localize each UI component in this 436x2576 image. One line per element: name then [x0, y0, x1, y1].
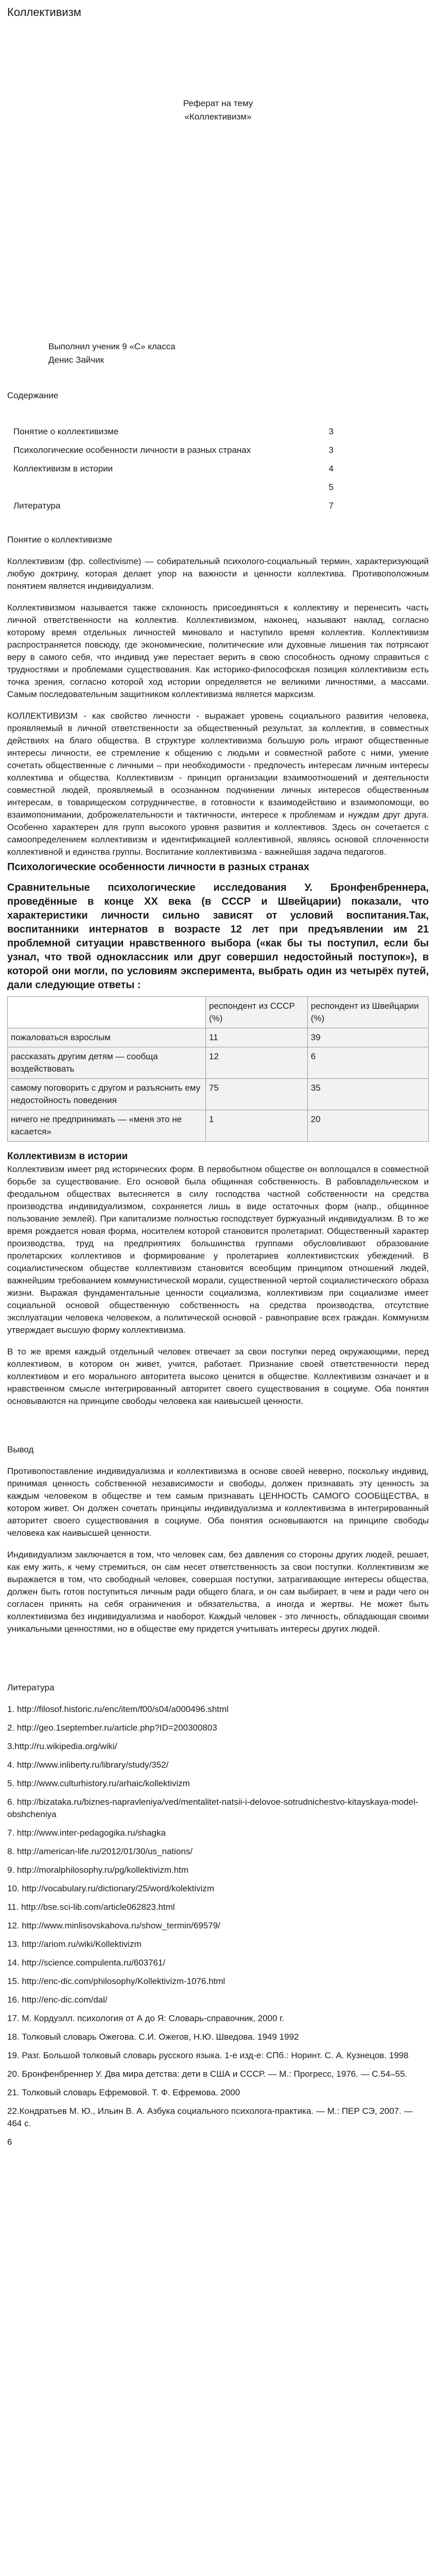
toc-page-number: 3 [328, 445, 334, 455]
section-gap3 [7, 874, 429, 881]
toc-page-number: 5 [328, 482, 334, 492]
literature-item[interactable]: 4. http://www.inliberty.ru/library/study/352/ [7, 1760, 169, 1770]
literature-item[interactable]: 6. http://bizataka.ru/biznes-napravleniya/ved/mentalitet-natsii-i-delovoe-sotrudnichestvo-kitayskaya-model-obshcheniya [7, 1797, 418, 1819]
toc-heading: Содержание [7, 391, 59, 400]
section-heading-history: Коллективизм в истории [7, 1151, 128, 1162]
literature-item[interactable]: 11. http://bse.sci-lib.com/article062823.html [7, 1902, 175, 1912]
survey-row [8, 1047, 429, 1079]
document-page [0, 5, 436, 2148]
literature-item: 19. Разг. Большой толковый словарь русского языка. 1-е изд-е: СПб.: Норинт. С. А. Кузнецов. 1998 [7, 2050, 409, 2060]
literature-item[interactable]: 5. http://www.culturhistory.ru/arhaic/kollektivizm [7, 1778, 190, 1788]
literature-item[interactable]: 8. http://american-life.ru/2012/01/30/us_nations/ [7, 1846, 193, 1856]
toc-row[interactable] [11, 478, 336, 497]
literature-item[interactable]: 2. http://geo.1september.ru/article.php?ID=200300803 [7, 1723, 217, 1733]
toc-page-number: 4 [328, 464, 334, 473]
survey-header-cell: респондент из Швейцарии (%) [307, 997, 428, 1028]
literature-item: 20. Бронфенбреннер У. Два мира детства: дети в США и СССР. — М.: Прогресс, 1976. — С.54–55. [7, 2069, 408, 2079]
research-lead-paragraph: Сравнительные психологические исследования У. Бронфенбреннера, проведённые в конце XX века (в СССР и Швейцарии) показали, что характеристики личности сильно зависят от условий воспитания.Так, воспитанники интернатов в возрасте 12 лет при предъявлении им 21 проблемной ситуации нравственного выбора («как бы ты поступил, если бы узнал, что твой одноклассник или друг совершил недостойный поступок»), в которой они могли, по условиям эксперимента, выбрать один из четырёх путей, дали следующие ответы : [7, 882, 429, 991]
literature-item[interactable]: 16. http://enc-dic.com/dal/ [7, 1995, 108, 2005]
survey-percent-cell: 12 [206, 1047, 308, 1079]
toc-label: Понятие о коллективизме [13, 427, 119, 436]
cover-gap [7, 124, 429, 340]
survey-percent-cell: 35 [307, 1079, 428, 1110]
survey-percent-cell: 20 [307, 1110, 428, 1142]
literature-item[interactable]: 13. http://ariom.ru/wiki/Kollektivizm [7, 1939, 142, 1949]
section-heading-conclusion: Вывод [7, 1445, 34, 1454]
literature-item: 18. Толковый словарь Ожегова. С.И. Ожегов, Н.Ю. Шведова. 1949 1992 [7, 2032, 299, 2042]
literature-item[interactable]: 14. http://science.compulenta.ru/603761/ [7, 1958, 166, 1968]
toc-gap2 [7, 402, 429, 412]
literature-item[interactable]: 9. http://moralphilosophy.ru/pg/kollektivizm.htm [7, 1865, 189, 1875]
section-gap5 [7, 1635, 429, 1682]
toc-row[interactable] [11, 422, 336, 441]
literature-item: 21. Толковый словарь Ефремовой. Т. Ф. Ефремова. 2000 [7, 2088, 240, 2097]
literature-item[interactable]: 12. http://www.minlisovskahova.ru/show_termin/69579/ [7, 1921, 220, 1930]
survey-row [8, 1110, 429, 1142]
section-heading-literature: Литература [7, 1683, 55, 1692]
toc-label: Коллективизм в истории [13, 464, 113, 473]
toc-page-number: 3 [328, 427, 334, 436]
survey-header-row [8, 997, 429, 1028]
survey-answer-cell: пожаловаться взрослым [8, 1028, 206, 1047]
survey-header-cell: респондент из СССР (%) [206, 997, 308, 1028]
survey-percent-cell: 11 [206, 1028, 308, 1047]
literature-item[interactable]: 10. http://vocabulary.ru/dictionary/25/word/kolektivizm [7, 1884, 215, 1893]
paragraph: Коллективизм имеет ряд исторических форм. В первобытном обществе он воплощался в совместной борьбе за существование. Его основой была общинная собственность. В рабовладельческом и феодальном обществах вытесняется в силу господства частной собственности на средства производства индивидуализмом, сохраняется лишь в виде остаточных форм (напр., общинное пользование землей). При капитализме полностью господствует буржуазный индивидуализм. В то же время рождается новая форма, носителем которой становится пролетариат. Общественный характер производства, труд на предприятиях большинства группами обусловливают образование пролетарских коллективов и формирование у пролетариев коллективистских убеждений. В социалистическом обществе коллективизм становится всеобщим принципом отношений людей, важнейшим требованием коммунистической морали, существенной чертой социалистического образа жизни. Выражая фундаментальные ценности социализма, коллективизм при социализме имеет социальной основой общественную собственность на средства производства, отсутствие эксплуатации человека человеком, а политической основой - равноправие всех граждан. Коммунизм утверждает высшую форму коллективизма. [7, 1164, 429, 1335]
survey-header-cell [8, 997, 206, 1028]
section-gap [7, 515, 429, 534]
survey-table [7, 996, 429, 1142]
literature-item: 17. М. Кордуэлл. психология от А до Я: Словарь-справочник, 2000 г. [7, 2013, 285, 2023]
paragraph: Индивидуализм заключается в том, что человек сам, без давления со стороны других людей, решает, как ему жить, к чему стремиться, он сам несет ответственность за свои поступки. Коллективизм же выражается в том, что свободный человек, совершая поступки, затрагивающие интересы общества, должен быть готов поступиться личным ради общего блага, и он сам выбирает, в чем и ради чего он согласен принять на себя ограничения и обязательства, а иногда и жертвы. Не может быть коллективизма без индивидуализма и наоборот. Каждый человек - это личность, обладающая своими уникальными ценностями, но в обществе ему придется учитывать интересы других людей. [7, 1550, 429, 1634]
literature-item[interactable]: 7. http://www.inter-pedagogika.ru/shagka [7, 1828, 166, 1838]
section-gap4 [7, 1408, 429, 1444]
survey-percent-cell: 6 [307, 1047, 428, 1079]
author-name-line: Денис Зайчик [48, 355, 104, 365]
toc-page-number: 7 [328, 501, 334, 511]
paragraph: В то же время каждый отдельный человек отвечает за свои поступки перед окружающими, перед коллективом, в котором он живет, учится, работает. Признание своей ответственности перед коллективом и его морального авторитета высоко ценится в обществе. Коллективизм означает и в нравственном смысле интегрированный авторитет своего существования в социуме. Оба понятия основываются на принципе свободы человека как наивысшей ценности. [7, 1347, 429, 1406]
toc-row[interactable] [11, 497, 336, 515]
paragraph: Противопоставление индивидуализма и коллективизма в основе своей неверно, поскольку индивид, принимая ценность собственной независимости и свободы, должен признавать эту ценность за каждым человеком в обществе и тем самым признавать ЦЕННОСТЬ САМОГО СООБЩЕСТВА, в котором живет. Он должен сочетать принципы индивидуализма и коллективизма в интегрированный авторитет своего существования в социуме. Оба понятия основываются на принципе свободы человека как наивысшей ценности. [7, 1466, 429, 1538]
toc-label: Психологические особенности личности в разных странах [13, 445, 251, 455]
literature-list [7, 1703, 429, 2130]
toc-gap [7, 367, 429, 389]
survey-answer-cell: рассказать другим детям — сообща воздействовать [8, 1047, 206, 1079]
literature-item[interactable]: 1. http://filosof.historic.ru/enc/item/f00/s04/a000496.shtml [7, 1704, 229, 1714]
paragraph: КОЛЛЕКТИВИЗМ - как свойство личности - выражает уровень социального развития человека, проявляемый в личной ответственности за общественный результат, за коллектив, в совместных действиях на благо общества. В структуре коллективизма большую роль играют общественные интересы личности, ее стремление к общению с людьми и совместной работе с ними, умение сочетать общественные с личными – при необходимости - предпочесть интересам личным интересы коллектива и общества. Коллективизм - принцип организации взаимоотношений и деятельности совместной людей, проявляемый в осознанном подчинении личных интересов общественным интересам, в товарищеском сотрудничестве, в готовности к взаимодействию и взаимопомощи, во взаимопонимании, доброжелательности и тактичности, интересе к проблемам и нуждам друг друга. Особенно характерен для групп высокого уровня развития и коллективов. Здесь он сочетается с самоопределением коллективизм и идентификацией коллективной, являясь основой сплоченности коллективной и единства группы. Воспитание коллективизма - важнейшая задача педагогов. [7, 711, 429, 857]
author-class-line: Выполнил ученик 9 «С» класса [48, 342, 176, 351]
toc-label [11, 478, 319, 497]
survey-answer-cell: ничего не предпринимать — «меня это не касается» [8, 1110, 206, 1142]
cover-subject-line: Реферат на тему [183, 98, 253, 108]
survey-row [8, 1028, 429, 1047]
survey-percent-cell: 39 [307, 1028, 428, 1047]
author-block [7, 340, 429, 367]
table-of-contents [11, 422, 336, 515]
toc-row[interactable] [11, 441, 336, 460]
survey-percent-cell: 75 [206, 1079, 308, 1110]
toc-label: Литература [13, 501, 61, 511]
page-number: 6 [7, 2137, 12, 2147]
literature-item: 22.Кондратьев М. Ю., Ильин В. А. Азбука социального психолога-практика. — М.: ПЕР СЭ, 2007. — 464 с. [7, 2106, 413, 2128]
cover-topic-line: «Коллективизм» [184, 112, 252, 122]
literature-item[interactable]: 15. http://enc-dic.com/philosophy/Kollektivizm-1076.html [7, 1976, 225, 1986]
paragraph: Коллективизмом называется также склонность присоединяться к коллективу и перенесить часть личной ответственности на коллектив. Коллективизмом, наконец, называют наклад, согласно которому время отдельных личностей миновало и наступило время коллектив. Коллективизм распространяется повсюду, где экономические, политические или духовные лишения так потрясают веру в самого себя, что индивид уже перестает верить в свою способность одному справиться с трудностями и проблемами существования. Как историко-философская позиция коллективизм есть точка зрения, согласно которой ход истории определяется не великими личностями, а массами. Самым последовательным защитником коллективизма является марксизм. [7, 603, 429, 699]
section-heading-countries: Психологические особенности личности в разных странах [7, 861, 309, 873]
survey-percent-cell: 1 [206, 1110, 308, 1142]
section-heading-concept: Понятие о коллективизме [7, 535, 113, 545]
page-title: Коллективизм [7, 6, 81, 19]
literature-item[interactable]: 3.http://ru.wikipedia.org/wiki/ [7, 1741, 117, 1751]
toc-row[interactable] [11, 460, 336, 478]
cover-block [7, 97, 429, 124]
survey-answer-cell: самому поговорить с другом и разъяснить ему недостойность поведения [8, 1079, 206, 1110]
survey-row [8, 1079, 429, 1110]
cover-spacer [7, 20, 429, 97]
paragraph: Коллективизм (фр. collectivisme) — собирательный психолого-социальный термин, характеризующий любую доктрину, которая делает упор на важности и ценности коллектива. Противоположным понятием является индивидуализм. [7, 556, 429, 591]
